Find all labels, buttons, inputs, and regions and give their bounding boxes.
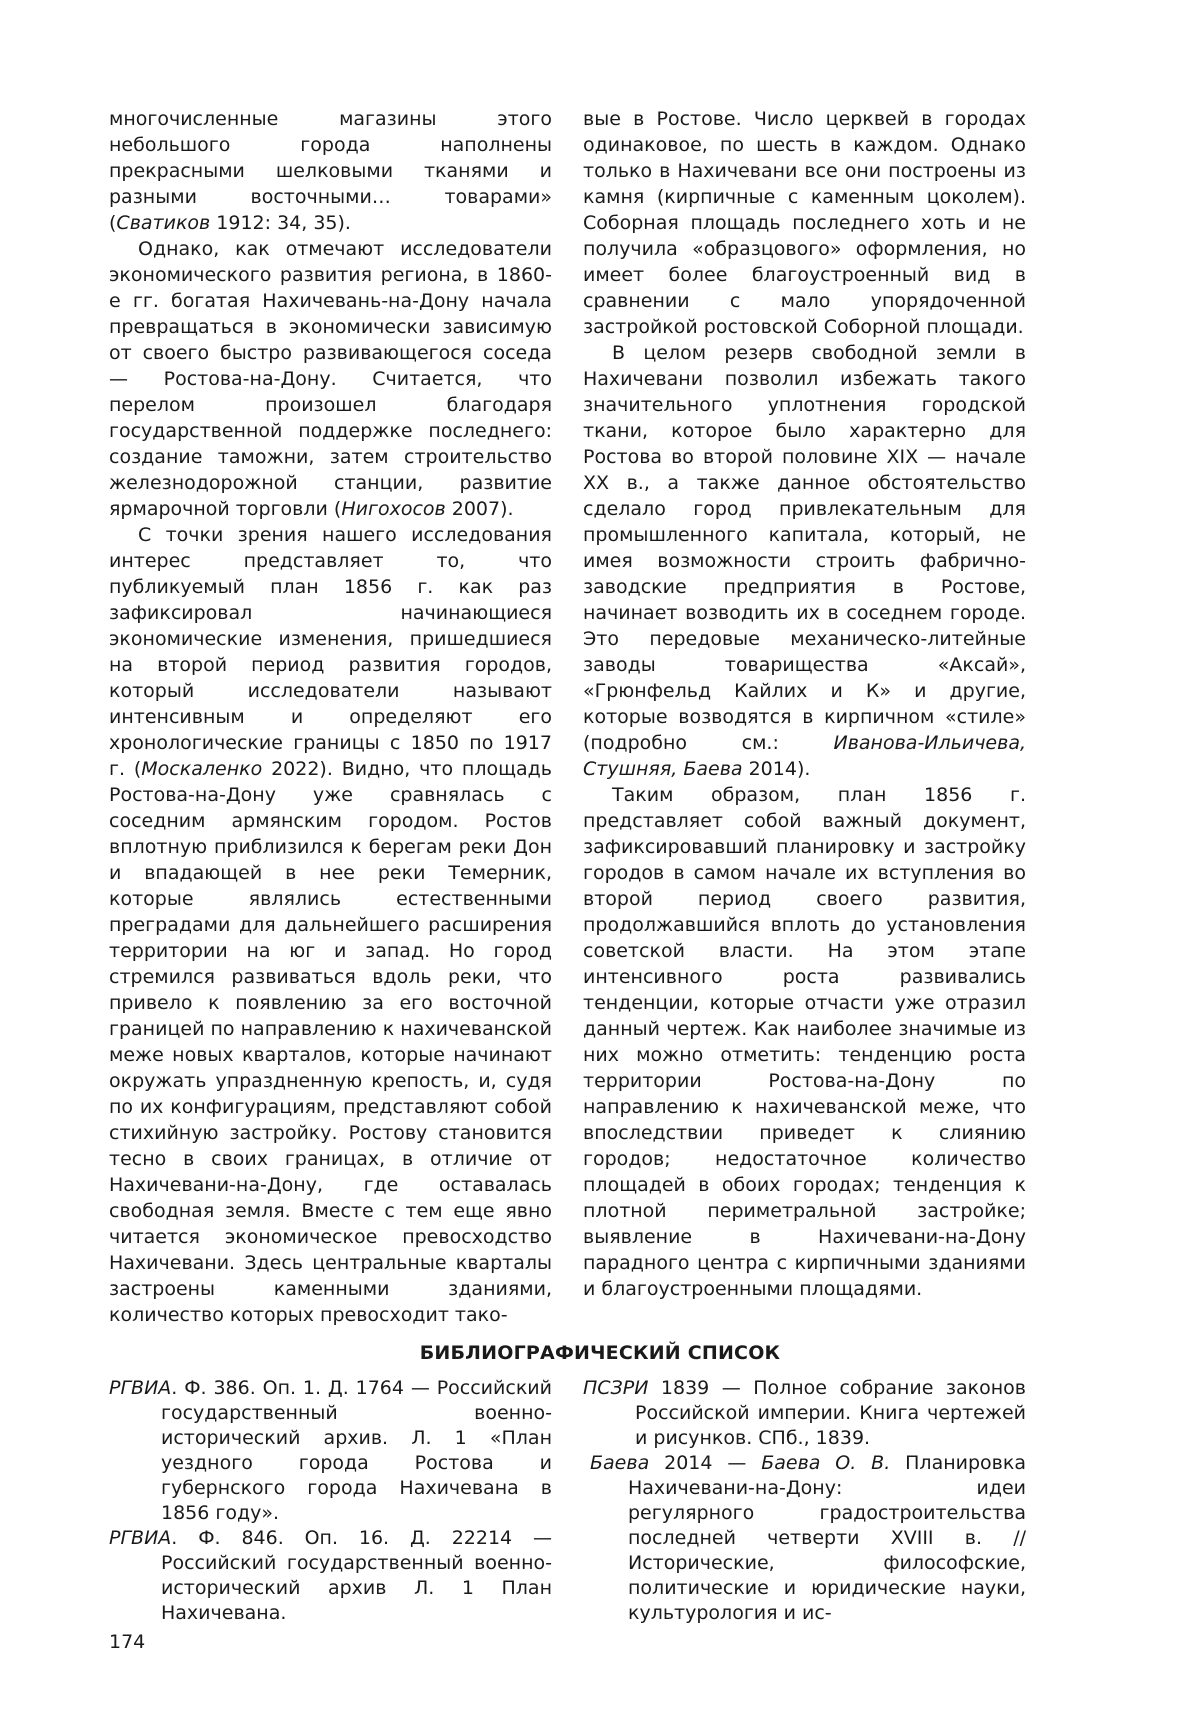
- paragraph: [583, 340, 1026, 782]
- citation-author: Нигохосов: [341, 498, 446, 520]
- bibliography-right-column: [583, 1376, 1026, 1626]
- bibliography-entry: [583, 1451, 1026, 1626]
- paragraph-text: 2022). Видно, что площадь Ростова-на-Дону уже сравнялась с соседним армянским городом. Ростов вплотную приблизился к берегам реки Дон и впадающей в нее реки Темерник, которые являлись естественными преградами для дальнейшего расширения территории на юг и запад. Но город стремился развиваться вдоль реки, что привело к появлению за его восточной границей по направлению к нахичеванской меже новых кварталов, которые начинают окружать упраздненную крепость, и, судя по их конфигурациям, представляют собой стихийную застройку. Ростову становится тесно в своих границах, в отличие от Нахичевани-на-Дону, где оставалась свободная земля. Вместе с тем еще явно читается экономическое превосходство Нахичевани. Здесь центральные кварталы застроены каменными зданиями, количество которых превосходит тако-: [109, 758, 552, 1326]
- bibliography-left-column: [109, 1376, 552, 1626]
- paragraph-text: С точки зрения нашего исследования интерес представляет то, что публикуемый план 1856 г. как раз зафиксировал начинающиеся экономические изменения, пришедшиеся на второй период развития городов, который исследователи называют интенсивным и определяют его хронологические границы с 1850 по 1917 г. (: [109, 524, 552, 780]
- entry-author: Баева О. В.: [761, 1452, 891, 1474]
- citation-year: 2007).: [445, 498, 514, 520]
- entry-source: РГВИА: [109, 1527, 172, 1549]
- paragraph: Таким образом, план 1856 г. представляет собой важный документ, зафиксировавший планировку и застройку городов в самом начале их вступления во второй период своего развития, продолжавшийся вплоть до установления советской власти. На этом этапе интенсивного роста развивались тенденции, которые отчасти уже отразил данный чертеж. Как наиболее значимые из них можно отметить: тенденцию роста территории Ростова-на-Дону по направлению к нахичеванской меже, что впоследствии приведет к слиянию городов; недостаточное количество площадей в обоих городах; тенденция к плотной периметральной застройке; выявление в Нахичевани-на-Дону парадного центра с кирпичными зданиями и благоустроенными площадями.: [583, 784, 1026, 1300]
- citation-author: Москаленко: [141, 758, 263, 780]
- entry-source: Баева: [590, 1452, 650, 1474]
- entry-year: 2014 —: [649, 1452, 762, 1474]
- paragraph-text: многочисленные магазины этого небольшого города наполнены прекрасными шелковыми тканями и разными восточными… товарами» (: [109, 108, 552, 234]
- citation-author: Иванова-Ильичева, Стушняя, Баева: [583, 732, 1026, 780]
- citation-year: 1912: 34, 35).: [210, 212, 351, 234]
- bibliography-entry: [109, 1376, 552, 1526]
- citation-author: Сватиков: [116, 212, 211, 234]
- paragraph-text: Однако, как отмечают исследователи экономического развития региона, в 1860-е гг. богатая Нахичевань-на-Дону начала превращаться в экономически зависимую от своего быстро развивающегося соседа — Ростова-на-Дону. Считается, что перелом произошел благодаря государственной поддержке последнего: создание таможни, затем строительство железнодорожной станции, развитие ярмарочной торговли (: [109, 238, 552, 520]
- bibliography-entry: [583, 1376, 1026, 1451]
- entry-text: . Ф. 386. Оп. 1. Д. 1764 — Российский государственный военно-исторический архив. Л. 1 «План уездного города Ростова и губернского города Нахичевана в 1856 году».: [161, 1377, 552, 1524]
- bibliography-entry: [109, 1526, 552, 1626]
- paragraph: [109, 522, 552, 1328]
- entry-text: . Ф. 846. Оп. 16. Д. 22214 — Российский государственный военно-исторический архив Л. 1 План Нахичевана.: [161, 1527, 552, 1624]
- paragraph: [109, 236, 552, 522]
- entry-source: ПСЗРИ: [583, 1377, 649, 1399]
- paragraph-text: В целом резерв свободной земли в Нахичевани позволил избежать такого значительного уплотнения городской ткани, которое было характерно для Ростова во второй половине XIX — начале XX в., а также данное обстоятельство сделало город привлекательным для промышленного капитала, который, не имея возможности строить фабрично-заводские предприятия в Ростове, начинает возводить их в соседнем городе. Это передовые механическо-литейные заводы товарищества «Аксай», «Грюнфельд Кайлих и К» и другие, которые возводятся в кирпичном «стиле» (подробно см.:: [583, 342, 1026, 754]
- bibliography-heading: БИБЛИОГРАФИЧЕСКИЙ СПИСОК: [419, 1342, 781, 1364]
- citation-year: 2014).: [742, 758, 811, 780]
- entry-text: Планировка Нахичевани-на-Дону: идеи регулярного градостроительства последней четверти XVIII в. // Исторические, философские, политические и юридические науки, культурология и ис-: [628, 1452, 1026, 1624]
- page-number: 174: [109, 1631, 146, 1653]
- paragraph: вые в Ростове. Число церквей в городах одинаковое, по шесть в каждом. Однако только в Нахичевани все они построены из камня (кирпичные с каменным цоколем). Соборная площадь последнего хоть и не получила «образцового» оформления, но имеет более благоустроенный вид в сравнении с мало упорядоченной застройкой ростовской Соборной площади.: [583, 108, 1026, 338]
- left-text-column: [109, 106, 552, 1328]
- paragraph: [109, 106, 552, 236]
- entry-text: 1839 — Полное собрание законов Российской империи. Книга чертежей и рисунков. СПб., 1839.: [635, 1377, 1026, 1449]
- right-text-column: [583, 106, 1026, 1302]
- entry-source: РГВИА: [109, 1377, 172, 1399]
